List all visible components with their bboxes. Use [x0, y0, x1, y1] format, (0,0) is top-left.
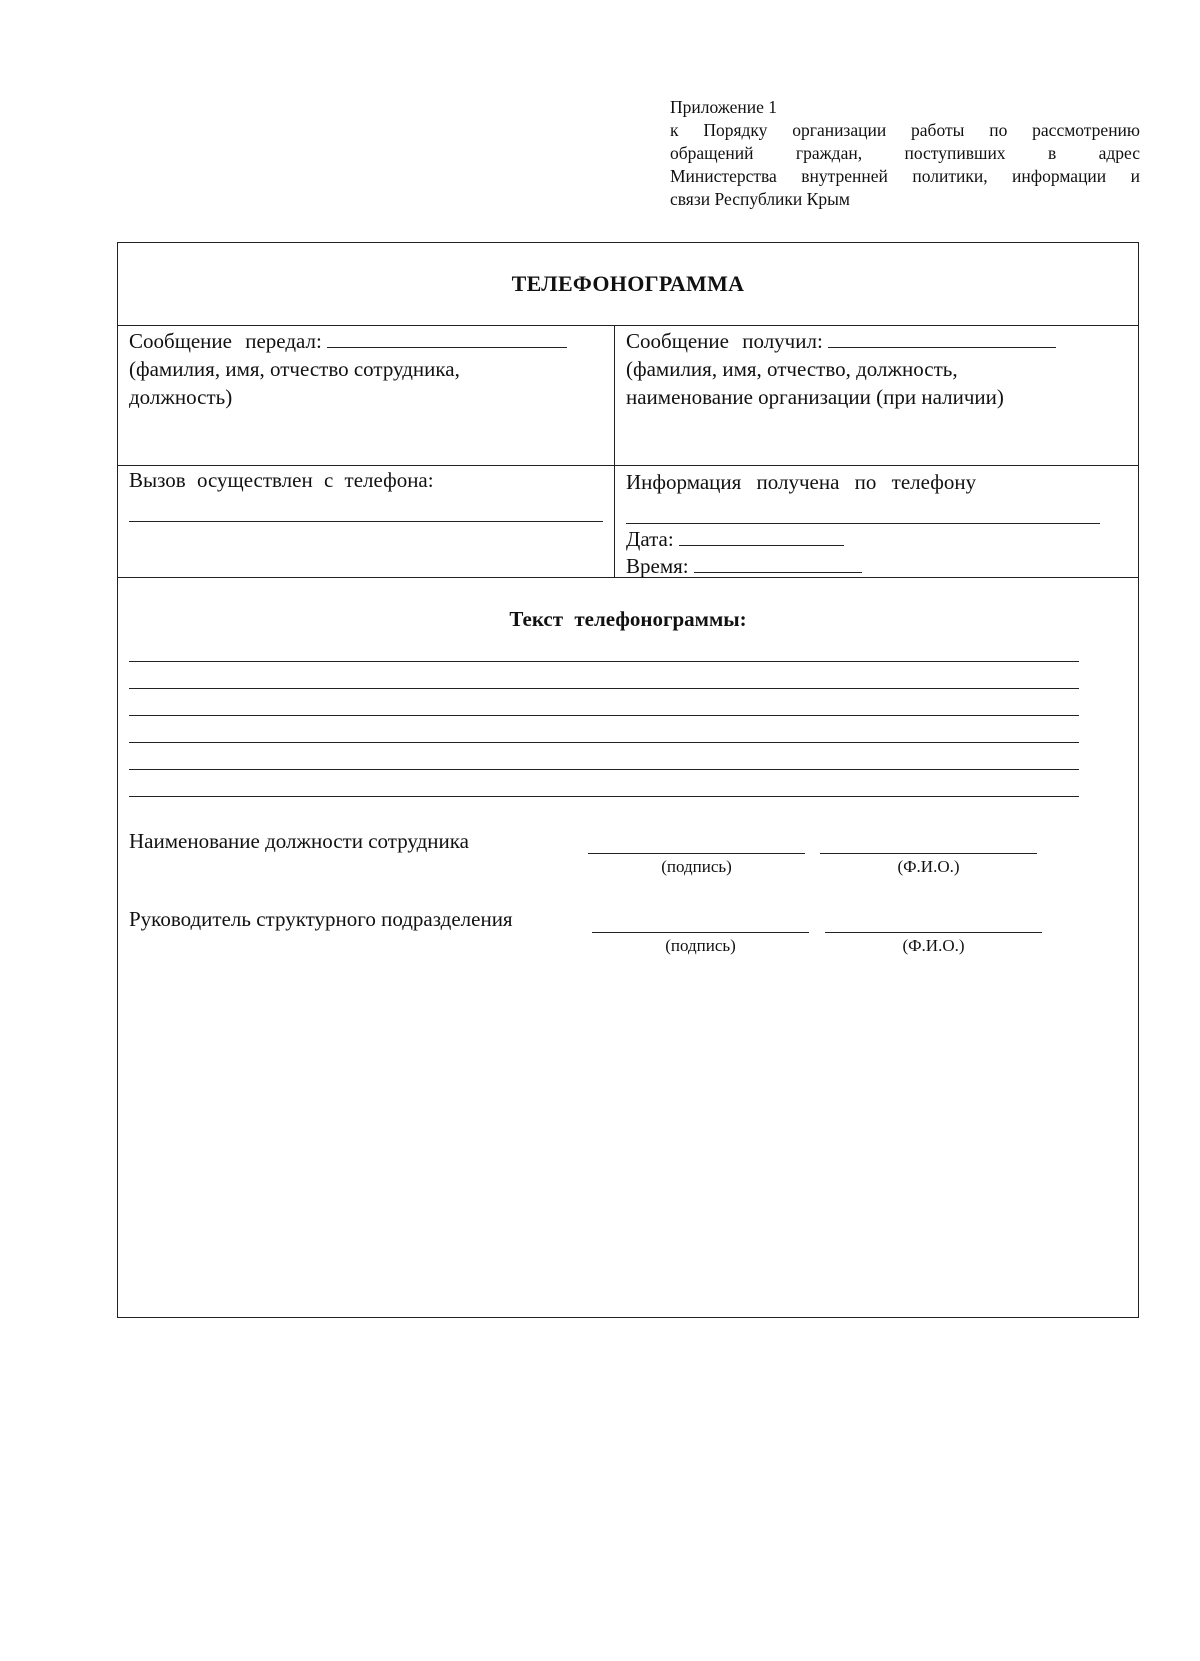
appendix-text-line: к Порядку организации работы по рассмотрению: [670, 120, 1140, 140]
signature-caption: (подпись): [665, 936, 736, 955]
employee-signature-field[interactable]: [588, 853, 805, 854]
name-caption: (Ф.И.О.): [902, 936, 965, 955]
message-text-line[interactable]: [129, 796, 1079, 797]
date-row: [626, 525, 844, 553]
receiver-label: Сообщение получил:: [626, 329, 823, 353]
unit-head-label: Руководитель структурного подразделения: [129, 907, 513, 931]
employee-position-label: Наименование должности сотрудника: [129, 829, 469, 853]
sender-name-field[interactable]: [327, 327, 567, 348]
call-from-cell: [129, 466, 599, 494]
info-received-cell: [626, 468, 1131, 496]
receiver-hint: (фамилия, имя, отчество, должность,: [626, 357, 958, 381]
receiver-hint: наименование организации (при наличии): [626, 385, 1004, 409]
time-label: Время:: [626, 554, 689, 578]
column-divider: [614, 325, 615, 577]
appendix-note: [670, 96, 1140, 211]
call-from-phone-field[interactable]: [129, 521, 603, 522]
message-text-line[interactable]: [129, 742, 1079, 743]
signature-caption: (подпись): [661, 857, 732, 876]
employee-name-field[interactable]: [820, 853, 1037, 854]
unit-head-signature-field[interactable]: [592, 932, 809, 933]
sender-hint: (фамилия, имя, отчество сотрудника,: [129, 357, 460, 381]
message-text-title: Текст телефонограммы:: [509, 607, 747, 631]
message-text-line[interactable]: [129, 688, 1079, 689]
appendix-number: Приложение 1: [670, 97, 778, 117]
time-field[interactable]: [694, 552, 862, 573]
message-text-line[interactable]: [129, 715, 1079, 716]
appendix-text-line: связи Республики Крым: [670, 189, 850, 209]
sender-label: Сообщение передал:: [129, 329, 322, 353]
receiver-name-field[interactable]: [828, 327, 1056, 348]
telephonogram-form: [117, 242, 1139, 1318]
appendix-text-line: обращений граждан, поступивших в адрес: [670, 143, 1140, 163]
unit-head-name-field[interactable]: [825, 932, 1042, 933]
info-received-phone-field[interactable]: [626, 523, 1100, 524]
row-divider: [118, 325, 1138, 326]
date-field[interactable]: [679, 525, 844, 546]
name-caption: (Ф.И.О.): [897, 857, 960, 876]
form-title: ТЕЛЕФОНОГРАММА: [511, 271, 745, 296]
message-text-line[interactable]: [129, 769, 1079, 770]
receiver-cell: [626, 327, 1131, 411]
call-from-label: Вызов осуществлен с телефона:: [129, 468, 434, 492]
info-received-label: Информация получена по телефону: [626, 470, 977, 494]
message-text-line[interactable]: [129, 661, 1079, 662]
appendix-text-line: Министерства внутренней политики, информации и: [670, 166, 1140, 186]
sender-cell: [129, 327, 599, 411]
date-label: Дата:: [626, 527, 674, 551]
time-row: [626, 552, 862, 580]
sender-hint: должность): [129, 385, 233, 409]
